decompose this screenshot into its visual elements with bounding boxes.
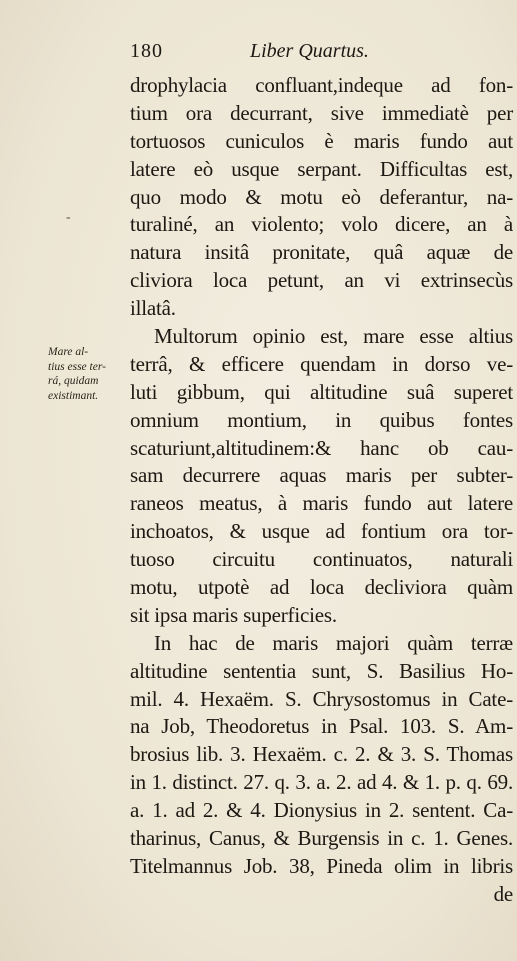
body-text xyxy=(130,72,513,909)
paragraph-start-line: Multorum opinio est, mare esse altius xyxy=(154,324,513,349)
text-line: scaturiunt,altitudinem:& hanc ob cau- xyxy=(130,435,513,460)
margin-note-line: existimant. xyxy=(48,389,99,402)
text-line: brosius lib. 3. Hexaëm. c. 2. & 3. S. Thomas xyxy=(130,742,513,767)
text-line: altitudine sententia sunt, S. Basilius Ho- xyxy=(130,658,513,683)
text-line: inchoatos, & usque ad fontium ora tor- xyxy=(130,519,513,544)
text-line: raneos meatus, à maris fundo aut latere xyxy=(130,491,513,516)
text-line: illatâ. xyxy=(130,296,176,321)
text-line: luti gibbum, qui altitudine suâ superet xyxy=(130,379,513,404)
margin-note-line: tius esse ter- xyxy=(48,360,106,373)
text-line: tharinus, Canus, & Burgensis in c. 1. Genes. xyxy=(130,826,513,851)
text-line: turaliné, an violento; volo dicere, an à xyxy=(130,212,513,237)
paragraph-start-line: In hac de maris majori quàm terræ xyxy=(154,630,513,655)
margin-note xyxy=(48,345,128,403)
text-line: Titelmannus Job. 38, Pineda olim in libris xyxy=(130,853,513,878)
text-line: sit ipsa maris superficies. xyxy=(130,602,337,627)
text-line: terrâ, & efficere quendam in dorso ve- xyxy=(130,351,513,376)
text-line: mil. 4. Hexaëm. S. Chrysostomus in Cate- xyxy=(130,686,513,711)
text-line: drophylacia confluant,indeque ad fon- xyxy=(130,73,513,97)
text-line: tortuosos cuniculos è maris fundo aut xyxy=(130,128,513,153)
text-line: natura insitâ pronitate, quâ aquæ de xyxy=(130,240,513,265)
text-line: a. 1. ad 2. & 4. Dionysius in 2. sentent. Ca- xyxy=(130,798,513,823)
stray-mark: - xyxy=(66,210,71,225)
text-line: tuoso circuitu continuatos, naturali xyxy=(130,547,513,572)
page-header xyxy=(130,40,510,68)
text-line: motu, utpotè ad loca decliviora quàm xyxy=(130,575,513,600)
margin-note-line: rá, quidam xyxy=(48,375,99,387)
text-line: latere eò usque serpant. Difficultas est, xyxy=(130,156,513,181)
text-line: cliviora loca petunt, an vi extrinsecùs xyxy=(130,268,513,293)
text-line: tium ora decurrant, sive immediatè per xyxy=(130,100,513,125)
running-head: Liber Quartus. xyxy=(250,40,369,62)
margin-note-line: Mare al- xyxy=(48,346,89,358)
text-line: sam decurrere aquas maris per subter- xyxy=(130,463,513,488)
text-line: na Job, Theodoretus in Psal. 103. S. Am- xyxy=(130,714,513,739)
text-line: quo modo & motu eò deferantur, na- xyxy=(130,184,513,209)
text-line: in 1. distinct. 27. q. 3. a. 2. ad 4. & 1. p. q. 69. xyxy=(130,770,513,795)
catchword: de xyxy=(493,881,513,906)
text-line: omnium montium, in quibus fontes xyxy=(130,407,513,432)
page-number: 180 xyxy=(130,40,163,62)
